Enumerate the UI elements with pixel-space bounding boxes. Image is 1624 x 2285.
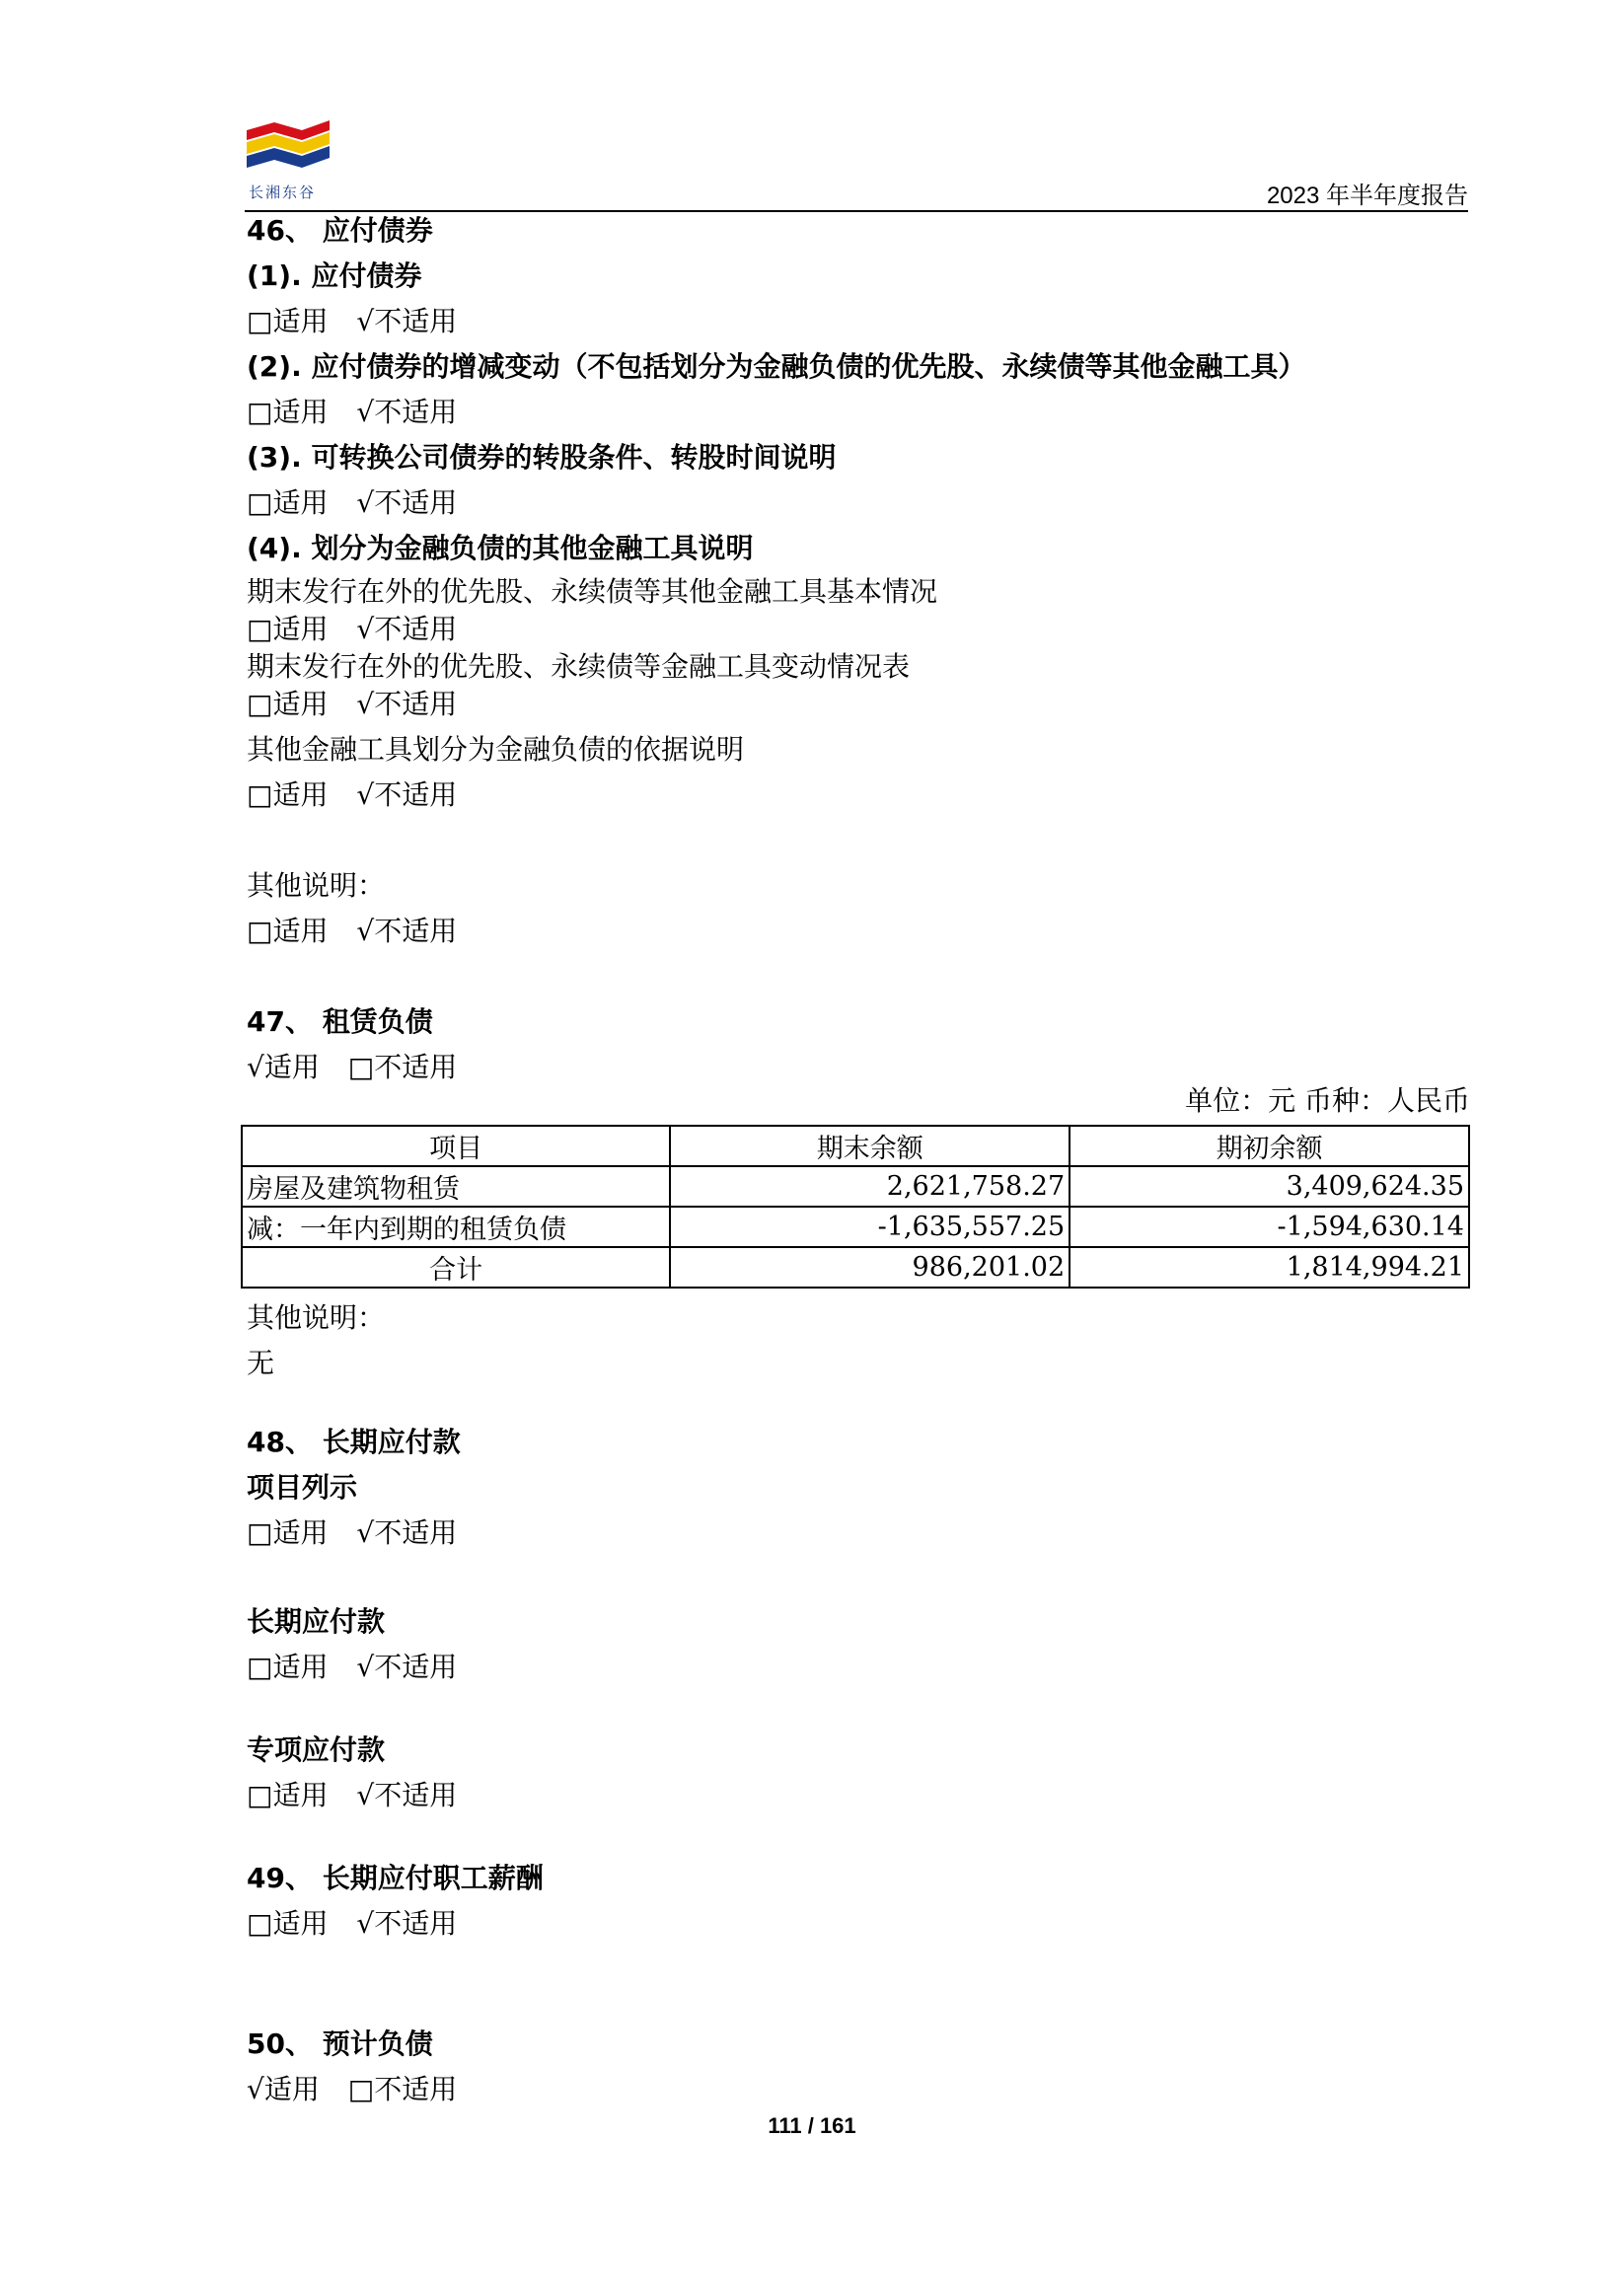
table-cell: -1,594,630.14 xyxy=(1070,1207,1469,1247)
checkbox-applicable: □适用 xyxy=(247,486,329,519)
option-row xyxy=(247,1651,457,1684)
logo-text: 长湘东谷 xyxy=(249,184,317,201)
text-line: 期末发行在外的优先股、永续债等其他金融工具基本情况 xyxy=(247,575,938,608)
table-cell: -1,635,557.25 xyxy=(670,1207,1070,1247)
checkbox-not-applicable: √不适用 xyxy=(356,396,458,428)
section-46-1-title: (1). 应付债券 xyxy=(247,259,422,292)
other-notes-value: 无 xyxy=(247,1347,275,1379)
page-number: 111 / 161 xyxy=(768,2113,856,2138)
checkbox-applicable: √适用 xyxy=(247,1051,320,1083)
table-row xyxy=(242,1166,1469,1207)
table-header-row xyxy=(242,1126,1469,1166)
table-row xyxy=(242,1207,1469,1247)
option-row xyxy=(247,1907,457,1941)
option-row xyxy=(247,915,457,948)
checkbox-not-applicable: √不适用 xyxy=(356,1779,458,1811)
table-cell: 1,814,994.21 xyxy=(1070,1247,1469,1288)
checkbox-not-applicable: √不适用 xyxy=(356,688,458,720)
column-header: 项目 xyxy=(242,1126,670,1166)
section-46-title: 46、 应付债券 xyxy=(247,214,433,247)
checkbox-applicable: □适用 xyxy=(247,305,329,337)
section-50-title: 50、 预计负债 xyxy=(247,2027,433,2060)
header-divider xyxy=(245,210,1468,212)
checkbox-applicable: □适用 xyxy=(247,1516,329,1549)
table-row xyxy=(242,1247,1469,1288)
section-48-sub-long-term: 长期应付款 xyxy=(247,1605,386,1638)
section-49-title: 49、 长期应付职工薪酬 xyxy=(247,1862,544,1894)
section-48-sub-special: 专项应付款 xyxy=(247,1733,386,1766)
table-cell: 3,409,624.35 xyxy=(1070,1166,1469,1207)
checkbox-not-applicable: √不适用 xyxy=(356,1516,458,1549)
option-row xyxy=(247,1779,457,1812)
table-cell: 2,621,758.27 xyxy=(670,1166,1070,1207)
option-row xyxy=(247,486,457,520)
checkbox-not-applicable: √不适用 xyxy=(356,305,458,337)
section-46-3-title: (3). 可转换公司债券的转股条件、转股时间说明 xyxy=(247,441,837,474)
checkbox-not-applicable: √不适用 xyxy=(356,486,458,519)
page-header xyxy=(245,116,1468,211)
checkbox-not-applicable: □不适用 xyxy=(347,2073,458,2105)
checkbox-applicable: □适用 xyxy=(247,613,329,645)
table-cell: 合计 xyxy=(242,1247,670,1288)
option-row xyxy=(247,613,457,646)
section-48-sub-items: 项目列示 xyxy=(247,1471,358,1504)
checkbox-not-applicable: □不适用 xyxy=(347,1051,458,1083)
checkbox-not-applicable: √不适用 xyxy=(356,915,458,947)
section-46-4-title: (4). 划分为金融负债的其他金融工具说明 xyxy=(247,532,754,564)
column-header: 期末余额 xyxy=(670,1126,1070,1166)
section-48-title: 48、 长期应付款 xyxy=(247,1426,461,1458)
report-title: 2023 年半年度报告 xyxy=(1266,183,1468,209)
checkbox-not-applicable: √不适用 xyxy=(356,1907,458,1940)
section-46-2-title: (2). 应付债券的增减变动（不包括划分为金融负债的优先股、永续债等其他金融工具） xyxy=(247,350,1306,383)
other-notes-label: 其他说明： xyxy=(247,869,386,902)
option-row xyxy=(247,778,457,812)
checkbox-applicable: □适用 xyxy=(247,396,329,428)
unit-label: 单位：元 币种：人民币 xyxy=(1185,1084,1470,1117)
text-line: 其他金融工具划分为金融负债的依据说明 xyxy=(247,733,745,766)
option-row xyxy=(247,305,457,338)
checkbox-not-applicable: √不适用 xyxy=(356,1651,458,1683)
checkbox-applicable: □适用 xyxy=(247,1907,329,1940)
table-cell: 房屋及建筑物租赁 xyxy=(242,1166,670,1207)
option-row xyxy=(247,2073,457,2106)
checkbox-applicable: □适用 xyxy=(247,915,329,947)
text-line: 期末发行在外的优先股、永续债等金融工具变动情况表 xyxy=(247,650,911,683)
table-cell: 减：一年内到期的租赁负债 xyxy=(242,1207,670,1247)
option-row xyxy=(247,1051,457,1084)
table-cell: 986,201.02 xyxy=(670,1247,1070,1288)
checkbox-not-applicable: √不适用 xyxy=(356,778,458,811)
option-row xyxy=(247,396,457,429)
lease-liability-table xyxy=(241,1125,1470,1289)
checkbox-applicable: □适用 xyxy=(247,778,329,811)
column-header: 期初余额 xyxy=(1070,1126,1469,1166)
other-notes-label: 其他说明： xyxy=(247,1301,386,1334)
option-row xyxy=(247,1516,457,1550)
section-47-title: 47、 租赁负债 xyxy=(247,1005,433,1038)
option-row xyxy=(247,688,457,721)
checkbox-applicable: □适用 xyxy=(247,1651,329,1683)
checkbox-applicable: □适用 xyxy=(247,1779,329,1811)
checkbox-not-applicable: √不适用 xyxy=(356,613,458,645)
checkbox-applicable: √适用 xyxy=(247,2073,320,2105)
checkbox-applicable: □适用 xyxy=(247,688,329,720)
